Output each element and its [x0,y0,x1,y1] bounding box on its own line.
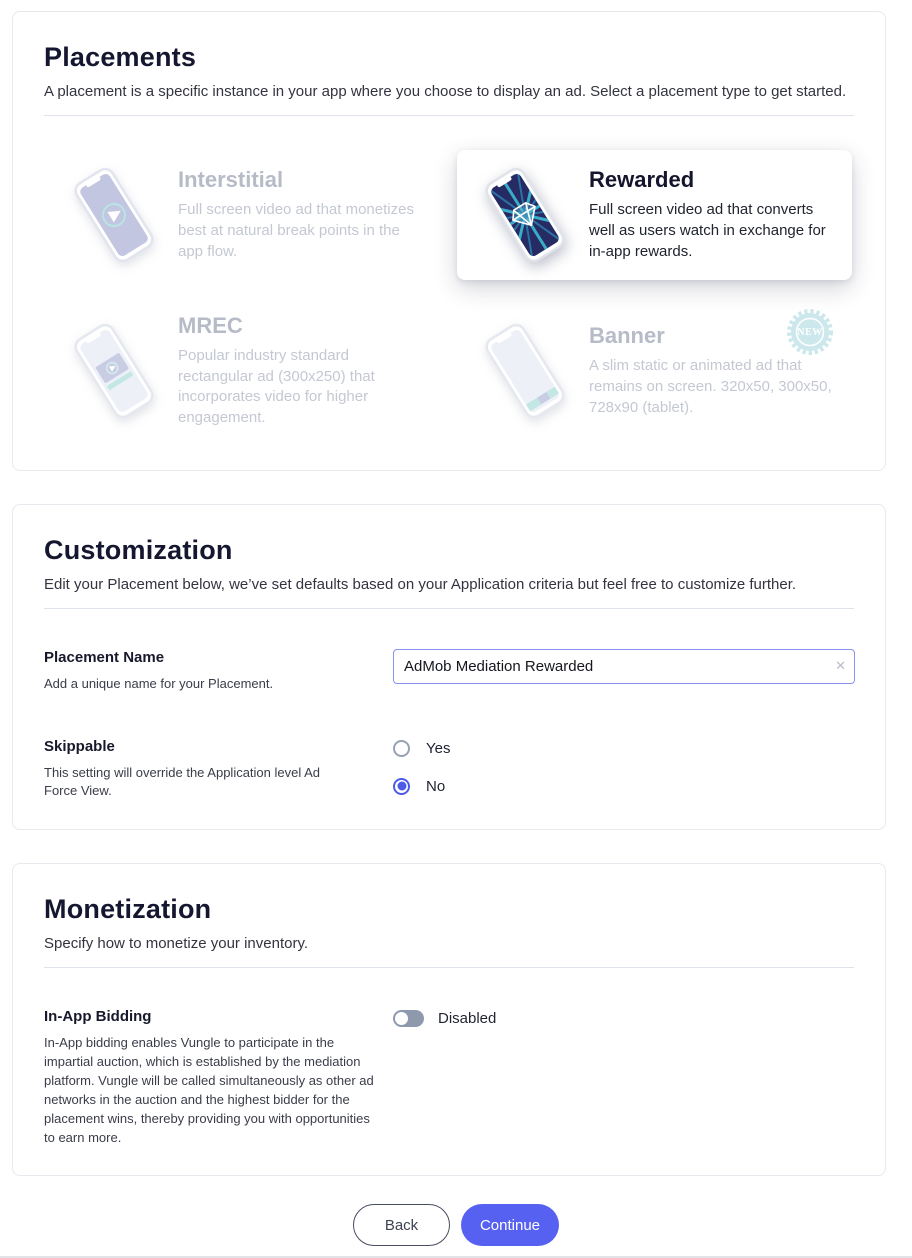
mrec-phone-icon [62,319,166,423]
customization-subtitle: Edit your Placement below, we’ve set defaults based on your Application criteria but feel free to customize further. [44,575,797,593]
placement-type-grid [46,150,852,442]
radio-selected-icon[interactable] [393,778,410,795]
rewarded-title: Rewarded [589,167,695,193]
interstitial-title: Interstitial [178,167,284,193]
banner-description: A slim static or animated ad that remains on screen. 320x50, 300x50, 728x90 (tablet). [589,357,832,416]
in-app-bidding-toggle[interactable] [393,1010,424,1027]
rewarded-phone-icon [473,163,577,267]
in-app-bidding-description: In-App bidding enables Vungle to participate in the impartial auction, which is established by the mediation platform. Vungle will be called simultaneously as other ad networks in the auction and the highest bidder for the placement wins, thereby providing you with opportunities to earn more. [44,1035,374,1145]
placement-name-row [44,649,854,694]
rewarded-description: Full screen video ad that converts well as users watch in exchange for in-app rewards. [589,201,826,260]
placement-type-mrec[interactable] [46,300,441,442]
monetization-card [12,863,886,1176]
divider [44,608,854,609]
interstitial-description: Full screen video ad that monetizes best at natural break points in the app flow. [178,201,414,260]
customization-title: Customization [44,534,233,565]
placement-name-label: Placement Name [44,648,165,666]
placement-type-rewarded[interactable] [457,150,852,280]
skippable-option-yes[interactable] [393,740,854,757]
skippable-label: Skippable [44,737,115,755]
interstitial-phone-icon [62,163,166,267]
placements-subtitle: A placement is a specific instance in your app where you choose to display an ad. Select a placement type to get started. [44,83,847,100]
banner-title: Banner [589,323,665,349]
back-button[interactable]: Back [353,1204,450,1246]
skippable-row [44,738,854,802]
placement-type-interstitial[interactable] [46,150,441,280]
in-app-bidding-state: Disabled [438,1010,497,1028]
mrec-description: Popular industry standard rectangular ad (300x250) that incorporates video for higher engagement. [178,347,375,427]
banner-phone-icon [473,319,577,423]
placements-card [12,11,886,471]
skippable-options [393,740,854,795]
customization-card [12,504,886,831]
divider [44,115,854,116]
skippable-yes-label: Yes [426,739,451,757]
in-app-bidding-label: In-App Bidding [44,1008,152,1026]
new-badge [786,308,834,356]
continue-button[interactable]: Continue [461,1204,559,1246]
clear-input-icon[interactable]: ✕ [835,658,846,674]
skippable-option-no[interactable] [393,778,854,795]
monetization-subtitle: Specify how to monetize your inventory. [44,935,309,953]
skippable-description: This setting will override the Application level Ad Force View. [44,764,321,799]
placement-type-banner[interactable] [457,300,852,442]
placements-title: Placements [44,42,197,72]
placement-name-description: Add a unique name for your Placement. [44,675,274,691]
skippable-no-label: No [426,777,446,795]
new-badge-label: NEW [797,326,823,338]
placement-name-input[interactable] [393,649,855,684]
footer-actions [0,1204,912,1246]
mrec-title: MREC [178,313,243,338]
divider [44,967,854,968]
monetization-title: Monetization [44,894,212,925]
toggle-knob [395,1012,408,1025]
radio-unselected-icon[interactable] [393,740,410,757]
in-app-bidding-row [44,1008,854,1147]
